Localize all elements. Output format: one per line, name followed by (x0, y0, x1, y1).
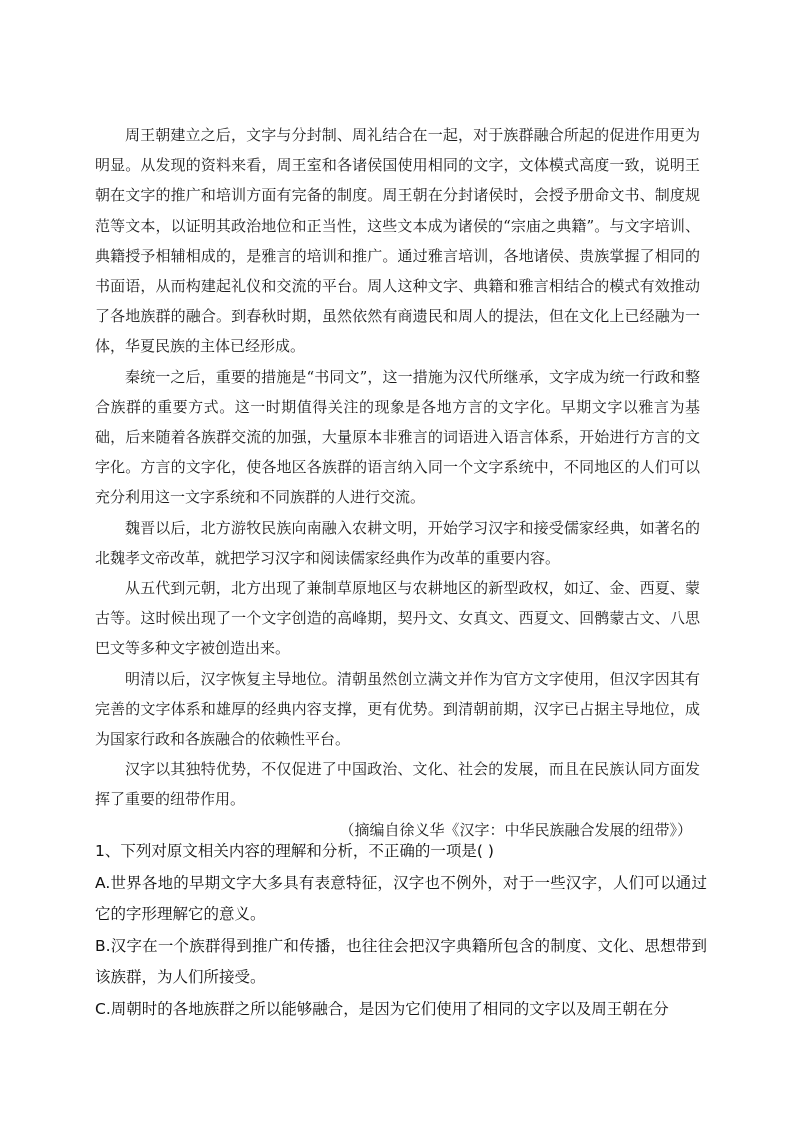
passage-paragraph-3: 魏晋以后，北方游牧民族向南融入农耕文明，开始学习汉字和接受儒家经典，如著名的北魏孝文帝改革，就把学习汉字和阅读儒家经典作为改革的重要内容。 (95, 518, 700, 567)
question-1 (95, 836, 707, 1025)
passage-paragraph-4: 从五代到元朝，北方出现了兼制草原地区与农耕地区的新型政权，如辽、金、西夏、蒙古等。这时候出现了一个文字创造的高峰期，契丹文、女真文、西夏文、回鹘蒙古文、八思巴文等多种文字被创造出来。 (95, 579, 700, 658)
passage-paragraph-2: 秦统一之后，重要的措施是“书同文”，这一措施为汉代所继承，文字成为统一行政和整合族群的重要方式。这一时期值得关注的现象是各地方言的文字化。早期文字以雅言为基础，后来随着各族群交流的加强，大量原本非雅言的词语进入语言体系，开始进行方言的文字化。方言的文字化，使各地区各族群的语言纳入同一个文字系统中，不同地区的人们可以充分利用这一文字系统和不同族群的人进行交流。 (95, 367, 700, 507)
passage-source: （摘编自徐义华《汉字：中华民族融合发展的纽带》） (339, 820, 692, 839)
passage-paragraph-5: 明清以后，汉字恢复主导地位。清朝虽然创立满文并作为官方文字使用，但汉字因其有完善的文字体系和雄厚的经典内容支撑，更有优势。到清朝前期，汉字已占据主导地位，成为国家行政和各族融合的依赖性平台。 (95, 669, 700, 749)
passage-paragraph-1: 周王朝建立之后，文字与分封制、周礼结合在一起，对于族群融合所起的促进作用更为明显。从发现的资料来看，周王室和各诸侯国使用相同的文字，文体模式高度一致，说明王朝在文字的推广和培训方面有完备的制度。周王朝在分封诸侯时，会授予册命文书、制度规范等文本，以证明其政治地位和正当性，这些文本成为诸侯的“宗庙之典籍”。与文字培训、典籍授予相辅相成的，是雅言的培训和推广。通过雅言培训，各地诸侯、贵族掌握了相同的书面语，从而构建起礼仪和交流的平台。周人这种文字、典籍和雅言相结合的模式有效推动了各地族群的融合。到春秋时期，虽然依然有商遗民和周人的提法，但在文化上已经融为一体，华夏民族的主体已经形成。 (95, 126, 700, 356)
option-c: C.周朝时的各地族群之所以能够融合，是因为它们使用了相同的文字以及周王朝在分 (95, 999, 669, 1018)
option-b: B.汉字在一个族群得到推广和传播，也往往会把汉字典籍所包含的制度、文化、思想带到该族群，为人们所接受。 (95, 936, 707, 986)
option-a: A.世界各地的早期文字大多具有表意特征，汉字也不例外，对于一些汉字，人们可以通过它的字形理解它的意义。 (95, 873, 707, 923)
passage (95, 120, 700, 845)
passage-paragraph-6: 汉字以其独特优势，不仅促进了中国政治、文化、社会的发展，而且在民族认同方面发挥了重要的纽带作用。 (95, 760, 700, 809)
question-stem: 1、下列对原文相关内容的理解和分析，不正确的一项是( ) (95, 842, 494, 860)
